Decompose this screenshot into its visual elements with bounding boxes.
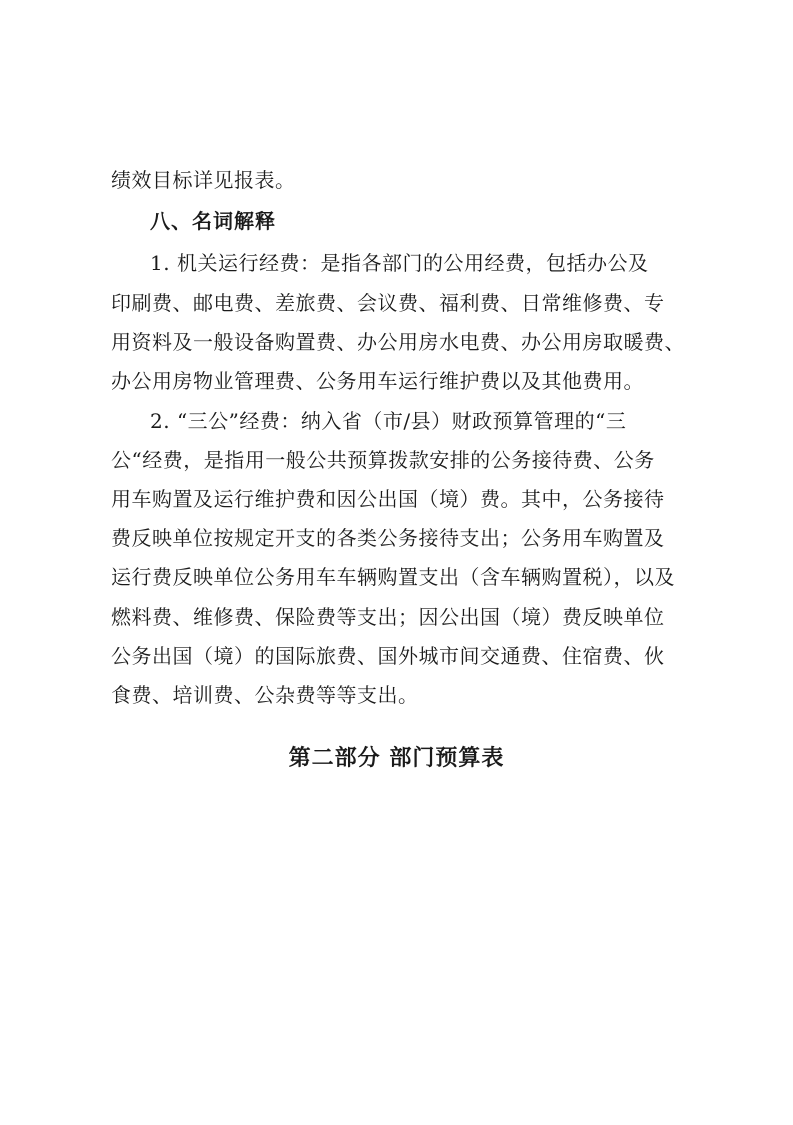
paragraph-line: 2. “三公”经费：纳入省（市/县）财政预算管理的“三	[150, 409, 627, 433]
part-title: 第二部分 部门预算表	[288, 746, 505, 771]
paragraph-line: 食费、培训费、公杂费等等支出。	[111, 683, 419, 707]
paragraph-line: 运行费反映单位公务用车车辆购置支出（含车辆购置税），以及	[111, 565, 675, 589]
section-heading: 八、名词解释	[150, 209, 276, 233]
paragraph-line: 1. 机关运行经费：是指各部门的公用经费，包括办公及	[150, 251, 649, 275]
paragraph-line: 用车购置及运行维护费和因公出国（境）费。其中，公务接待	[111, 487, 665, 511]
paragraph-line: 用资料及一般设备购置费、办公用房水电费、办公用房取暖费、	[111, 330, 685, 354]
intro-line: 绩效目标详见报表。	[111, 168, 296, 192]
paragraph-line: 公务出国（境）的国际旅费、国外城市间交通费、住宿费、伙	[111, 644, 665, 668]
paragraph-line: 费反映单位按规定开支的各类公务接待支出；公务用车购置及	[111, 526, 665, 550]
paragraph-line: 印刷费、邮电费、差旅费、会议费、福利费、日常维修费、专	[111, 291, 665, 315]
paragraph-line: 办公用房物业管理费、公务用车运行维护费以及其他费用。	[111, 369, 644, 393]
paragraph-line: 公“经费，是指用一般公共预算拨款安排的公务接待费、公务	[111, 448, 655, 472]
paragraph-line: 燃料费、维修费、保险费等支出；因公出国（境）费反映单位	[111, 605, 665, 629]
